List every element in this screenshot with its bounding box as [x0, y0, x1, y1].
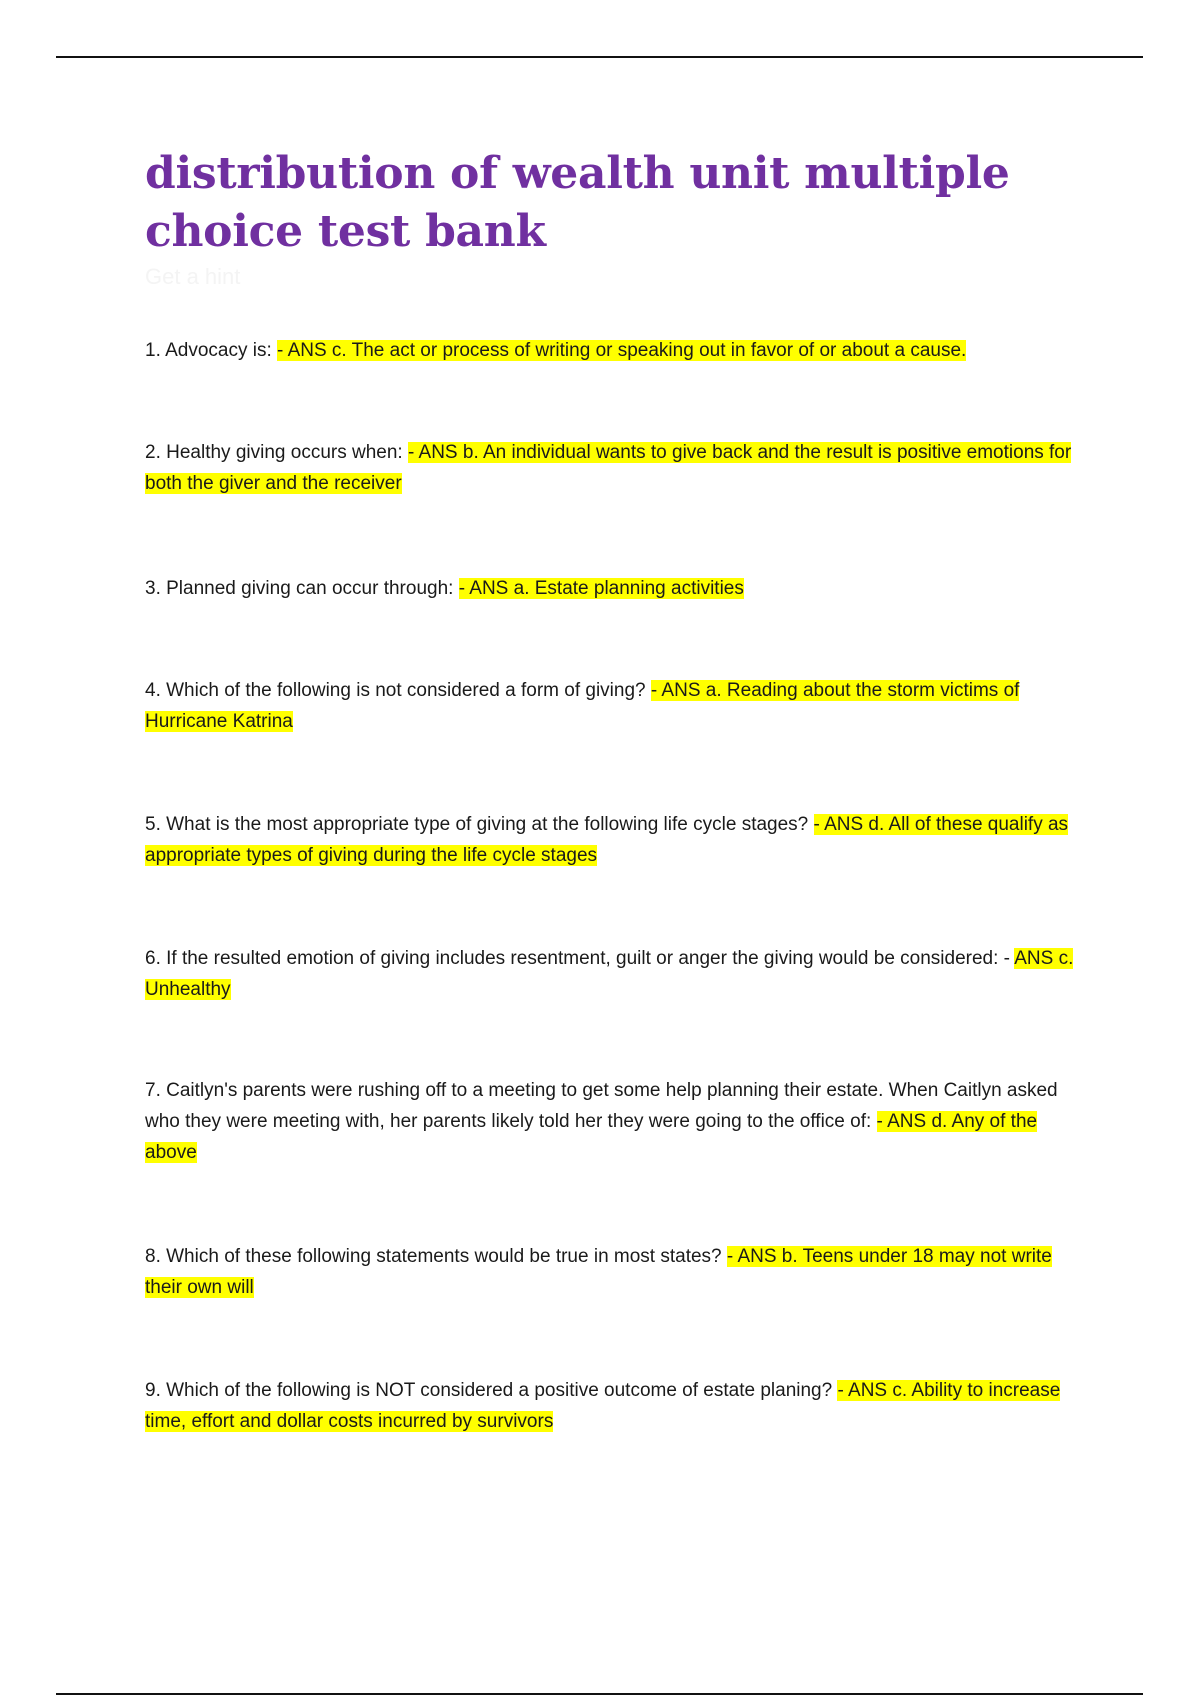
- question-item-7: [145, 1075, 1090, 1168]
- question-text: 5. What is the most appropriate type of giving at the following life cycle stages?: [145, 814, 814, 835]
- question-item-3: [145, 573, 1090, 604]
- document-title: distribution of wealth unit multiple choice test bank: [145, 148, 1010, 257]
- question-item-4: [145, 675, 1090, 737]
- answer-highlight: - ANS d. All of these qualify as appropriate types of giving during the life cycle stages: [145, 814, 1069, 866]
- answer-highlight: - ANS c. Ability to increase time, effort and dollar costs incurred by survivors: [145, 1380, 1061, 1432]
- footer-rule: [56, 1693, 1143, 1695]
- answer-highlight: - ANS a. Reading about the storm victims of Hurricane Katrina: [145, 680, 1020, 732]
- question-item-5: [145, 809, 1090, 871]
- question-text: 9. Which of the following is NOT considered a positive outcome of estate planing?: [145, 1380, 838, 1401]
- hint-text: Get a hint: [145, 264, 241, 289]
- question-item-9: [145, 1375, 1090, 1437]
- answer-highlight: - ANS b. An individual wants to give back and the result is positive emotions for both the giver and the receiver: [145, 442, 1072, 494]
- question-text: 4. Which of the following is not considered a form of giving?: [145, 680, 651, 701]
- question-text: 3. Planned giving can occur through:: [145, 578, 459, 599]
- question-item-2: [145, 437, 1090, 499]
- answer-highlight: - ANS c. The act or process of writing or speaking out in favor of or about a cause.: [277, 340, 967, 361]
- question-text: 2. Healthy giving occurs when:: [145, 442, 408, 463]
- question-text: 8. Which of these following statements would be true in most states?: [145, 1246, 727, 1267]
- question-item-1: [145, 335, 1090, 366]
- question-text: 7. Caitlyn's parents were rushing off to a meeting to get some help planning their estate. When Caitlyn asked who they were meeting with, her parents likely told her they were going to the office of:: [145, 1080, 1058, 1132]
- question-text: 1. Advocacy is:: [145, 340, 278, 361]
- question-item-8: [145, 1241, 1090, 1303]
- answer-highlight: - ANS a. Estate planning activities: [458, 578, 744, 599]
- document-body: [145, 145, 1090, 1432]
- answer-highlight: - ANS b. Teens under 18 may not write their own will: [145, 1246, 1052, 1298]
- question-item-6: [145, 943, 1090, 1005]
- answer-highlight: ANS c. Unhealthy: [145, 948, 1074, 1000]
- header-rule: [56, 56, 1143, 58]
- answer-highlight: - ANS d. Any of the above: [145, 1111, 1038, 1163]
- question-text: 6. If the resulted emotion of giving includes resentment, guilt or anger the giving would be considered: -: [145, 948, 1015, 969]
